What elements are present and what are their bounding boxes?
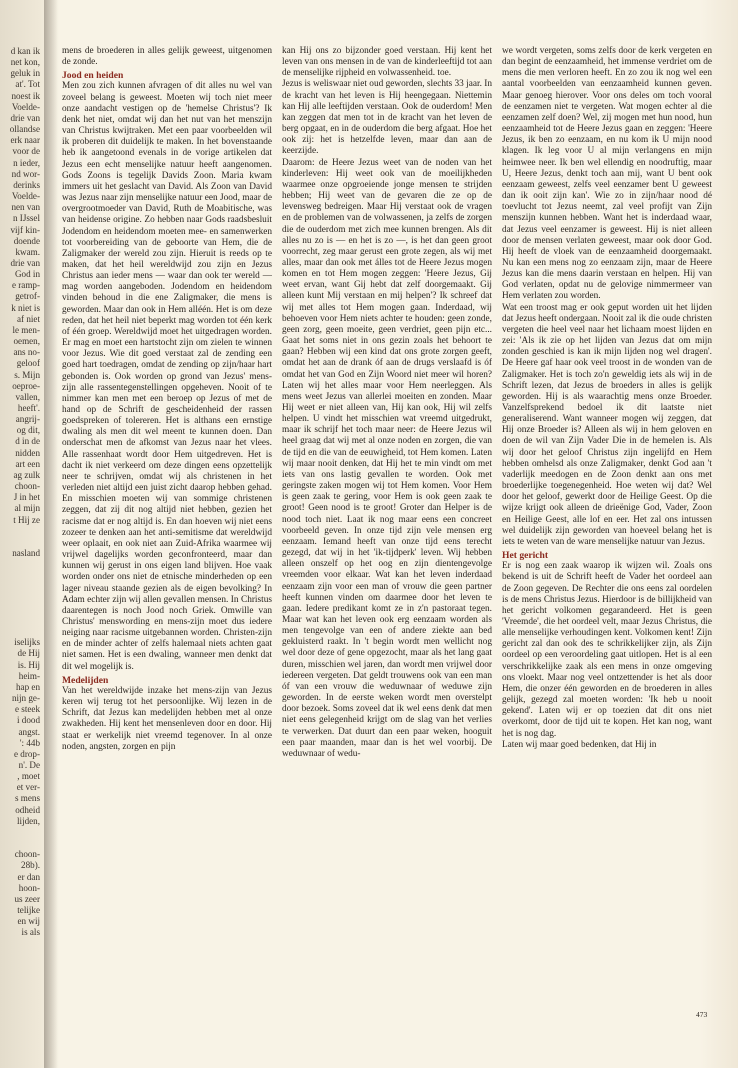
margin-fragment-line: nasland: [12, 548, 40, 559]
margin-fragment-line: us zeer: [14, 893, 40, 904]
paragraph: kan Hij ons zo bijzonder goed verstaan. Hij kent het leven van ons mensen in de van de kinderleeftijd tot aan de menselijke rijpheid en volwassenheid. toe.: [282, 46, 492, 79]
paragraph: Jezus is weliswaar niet oud geworden, slechts 33 jaar. In de kracht van het leven is Hij heengegaan. Niettemin kan Hij alle leeftijden verstaan. Ook de ouderdom! Men kan zeggen dat men tot in de kracht van het leven de berg opgaat, en in de ouderdom die berg afgaat. Hoe het ook zij: het is hetzelfde leven, maar dan aan de keerzijde.: [282, 79, 492, 157]
margin-fragment-line: e drop-: [13, 748, 40, 759]
margin-fragment-line: ans no-: [13, 347, 40, 358]
margin-fragment-line: hoon-: [18, 882, 40, 893]
margin-fragment-line: ag zulk: [13, 469, 40, 480]
margin-fragment-line: e ramp-: [11, 280, 40, 291]
margin-fragment-line: oeproe-: [12, 380, 40, 391]
margin-fragment-line: vijf kin-: [10, 224, 40, 235]
section-heading: Het gericht: [502, 550, 549, 562]
margin-fragment-line: art een: [15, 458, 40, 469]
margin-fragment-line: nidden: [15, 447, 40, 458]
margin-fragment-line: n IJssel: [12, 213, 40, 224]
margin-fragment-line: is als: [21, 927, 40, 938]
text-column-2: [282, 46, 492, 1031]
margin-fragment-line: k niet is: [11, 302, 40, 313]
margin-fragment-line: t Hij ze: [13, 514, 40, 525]
margin-fragment-line: heim-: [18, 670, 40, 681]
margin-fragment-line: nen van: [11, 202, 40, 213]
margin-fragment-line: al mijn: [14, 503, 40, 514]
margin-fragment-line: J in het: [13, 492, 40, 503]
margin-fragment-line: angrij-: [15, 414, 40, 425]
margin-fragment-line: [2, 626, 40, 637]
margin-fragment-line: [2, 537, 40, 548]
margin-fragment-line: lijden,: [17, 815, 40, 826]
paragraph: Daarom: de Heere Jezus weet van de noden van het kinderleven: Hij weet ook van de moeilijkheden waarmee onze opgroeiende jonge mensen te strijden hebben; Hij weet van de gevaren die ze op de levensweg bedreigen. Maar Hij verstaat ook de vragen en de problemen van de volwassenen, ja zelfs de zorgen die de ouderdom met zich mee kunnen brengen. Als dit alles nu zo is — en het is zo —, is het dan geen groot voorrecht, zeg maar gerust een grote zegen, als wij met alles, maar dan ook met álles tot de Heere Jezus mogen komen en tot Hem mogen zeggen: 'Heere Jezus, Gij weet ervan, want Gij hebt dat zelf doorgemaakt. Gij alleen kunt Mij verstaan en mij helpen'? Ik schreef dat wij met alles tot Hem mogen gaan. Inderdaad, wij behoeven voor Hem niets achter te houden: geen zonde, geen zorg, geen moeite, geen verdriet, geen pijn etc... Gaat het soms niet in ons gezin zoals het behoort te gaan? Hebben wij een kind dat ons grote zorgen geeft, omdat het aan de drank óf aan de drugs verslaafd is óf omdat het van God en Zijn Woord niet meer wil horen? Laten wij het alles maar voor Hem neerleggen. Als mens weet Jezus van allerlei moeiten en zonden. Maar Hij weet er niet alleen van, Hij kan ook, Hij wil zelfs helpen. U vindt het misschien wat vreemd uitgedrukt, maar ik schrijf het toch maar neer: de Heere Jezus wil heel graag dat wij met al onze noden en zorgen, die van de tijd en die van de eeuwigheid, tot Hem komen. Laten wij maar nooit denken, dat Hij het te min vindt om met iets van ons lastig gevallen te worden. Ook met geringste zaken mogen wij tot Hem komen. Voor Hem is geen zaak te gering, voor Hem is ook geen zaak te groot! Geen nood is te groot! Groter dan Helper is de nood toch niet. Laat ik nog maar eens een concreet voorbeeld geven. In onze tijd zijn vele mensen erg eenzaam. Iemand heeft van onze tijd eens terecht gezegd, dat wij in het 'ik-tijdperk' leven. Wij hebben alleen onszelf op het oog en zijn dientengevolge vreemden voor elkaar. Wat kan het leven inderdaad eenzaam zijn voor een man of vrouw die geen partner heeft kunnen vinden om daarmee door het leven te gaan. Iedere predikant komt ze in z'n pastoraat tegen. Maar wat kan het leven ook erg eenzaam worden als men tengevolge van een of andere ziekte aan bed gekluisterd raakt. In 't begin wordt men wellicht nog wel door deze of gene opgezocht, maar als het lang gaat duren, misschien wel jaren, dan wordt men vrijwel door iedereen vergeten. Dat geldt trouwens ook van een man óf van een vrouw die weduwnaar of weduwe zijn geworden. In de eerste weken wordt men overstelpt door bezoek. Soms zoveel dat ik wel eens denk dat men niet eens gelegenheid krijgt om de slag van het verlies te verwerken. Dat duurt dan een paar weken, hooguit een paar maanden, maar dan is het wel voorbij. De weduwnaar of wedu-: [282, 157, 492, 759]
paragraph: Er is nog een zaak waarop ik wijzen wil. Zoals ons bekend is uit de Schrift heeft de Vader het oordeel aan de Zoon gegeven. De Rechter die ons eens zal oordelen is de mens Christus Jezus. Hierdoor is de billijkheid van het gericht volkomen gegarandeerd. Het is geen 'Vreemde', die het oordeel velt, maar Jezus Christus, die alle menselijke verhoudingen kent. Volkomen kent! Zijn gericht zal dan ook des te schrikkelijker zijn, als Zijn oordeel op een veroordeling gaat uitlopen. Het is al een verschrikkelijke zaak als een mens in onze omgeving ons vloekt. Maar nog veel ontzettender is het als door Hem, die onzer één geworden en de broederen in alles gelijk, gezegd zal moeten worden: 'Ik heb u nooit gekend'. Laten wij er op toezien dat dit ons niet overkomt, door de tijd uit te kopen. Het kan nog, want het is nog dag.: [502, 561, 712, 739]
margin-fragment-line: [2, 827, 40, 838]
margin-fragment-line: [2, 593, 40, 604]
margin-fragment-line: s mens: [14, 793, 40, 804]
margin-fragment-line: , moet: [17, 771, 40, 782]
margin-fragment-line: at'. Tot: [15, 79, 40, 90]
margin-fragment-line: erk naar: [10, 135, 40, 146]
margin-fragment-line: n ieder,: [13, 157, 40, 168]
paragraph: Laten wij maar goed bedenken, dat Hij in: [502, 739, 657, 750]
margin-fragment-line: [2, 838, 40, 849]
margin-fragment-line: nijn ge-: [11, 693, 40, 704]
margin-fragment-line: noest ik: [11, 90, 40, 101]
page-number: 473: [696, 1010, 708, 1019]
paragraph: Van het wereldwijde inzake het mens-zijn van Jezus keren wij terug tot het persoonlijke. Wij lezen in de Schrift, dat Jezus kan medelijden hebben met al onze zwakheden. Hij kent het mensenleven door en door. Hij staat er werkelijk niet vreemd tegenover. In al onze noden, angsten, zorgen en pijn: [62, 685, 272, 752]
margin-fragment-line: [2, 582, 40, 593]
margin-fragment-line: doende: [13, 235, 40, 246]
margin-fragment-line: geloof: [16, 358, 40, 369]
margin-fragment-line: getrof-: [15, 291, 40, 302]
margin-fragment-line: ': 44b: [19, 737, 40, 748]
margin-fragment-line: et ver-: [16, 782, 40, 793]
margin-fragment-line: [2, 604, 40, 615]
margin-fragment-line: kwam.: [15, 246, 40, 257]
margin-fragment-line: d kan ik: [10, 46, 40, 56]
margin-fragment-line: Voelde-: [11, 101, 40, 112]
paragraph: Wat een troost mag er ook geput worden uit het lijden dat Jezus heeft ondergaan. Nooit zal ik die oude christen vergeten die heel veel naar het lichaam moest lijden en zei: 'Als ik zie op het lijden van Jezus dat om mijn zonden geschied is kan ik mijn lijden nog wel dragen'. De Heere gaf haar ook veel troost in de wonden van de Zaligmaker. Het is toch zo'n geweldig iets als wij in de Schrift lezen, dat Jezus de broeders in alles is gelijk geworden. Hij is als waarachtig mens onze Broeder. Vanzelfsprekend bedoel ik dit laatste niet generaliserend. Want wanneer mogen wij zeggen, dat Hij onze Broeder is? Alleen als wij in hem geloven en doen de wil van Zijn Vader Die in de hemelen is. Als wij door het geloof Christus zijn ingelijfd en Hem hebben omhelsd als onze Zaligmaker, denkt God aan 't vaderlijk meedogen en de Zoon denkt aan ons met broederlijke toegenegenheid. Hoe weten wij dat? Wel door het geloof, gewerkt door de Heilige Geest. Op die wijze krijgt ook alleen de drieënige God, Vader, Zoon en Heilige Geest, alle lof en eer. Het zal ons intussen wel duidelijk zijn geworden van hoeveel belang het is iets te weten van de ware menselijke natuur van Jezus.: [502, 302, 712, 547]
previous-page-margin-fragments: [2, 46, 40, 939]
margin-fragment-line: [2, 570, 40, 581]
margin-fragment-line: ollandse: [9, 124, 40, 135]
margin-fragment-line: og dit,: [16, 425, 40, 436]
margin-fragment-line: n'. De: [18, 760, 40, 770]
margin-fragment-line: er dan: [17, 871, 40, 882]
margin-fragment-line: i dood: [17, 715, 40, 726]
margin-fragment-line: voor de: [12, 146, 40, 157]
margin-fragment-line: odheid: [15, 804, 40, 815]
margin-fragment-line: en wij: [17, 916, 40, 927]
section-heading: Medelijden: [62, 674, 109, 686]
margin-fragment-line: [2, 526, 40, 537]
margin-fragment-line: le men-: [12, 324, 40, 335]
margin-fragment-line: [2, 559, 40, 570]
margin-fragment-line: de Hij: [17, 648, 40, 659]
margin-fragment-line: e steek: [15, 704, 40, 715]
margin-fragment-line: heeft'.: [17, 403, 40, 413]
margin-fragment-line: [2, 615, 40, 626]
paragraph: mens de broederen in alles gelijk geweest, uitgenomen de zonde.: [62, 46, 272, 68]
paragraph: Men zou zich kunnen afvragen of dit alles nu wel van zoveel belang is geweest. Moeten wij toch niet meer onze aandacht vestigen op de 'hemelse Christus'? Ik denk het niet, omdat wij dan het nut van het menszijn van Christus kwijtraken. Met een paar voorbeelden wil ik proberen dit duidelijk te maken. In het bovenstaande heb ik aangetoond evenals in de vorige artikelen dat Jezus een echt menselijke natuur heeft aangenomen. Gods Zoons is tegelijk Davids Zoon. Maria kwam immers uit het geslacht van David. Als Zoon van David was Jezus naar zijn menselijke natuur een Jood, maar de overgrootmoeder van David, Ruth de Moabitische, was van heidense origine. Zo hebben naar Gods raadsbesluit Jodendom en heidendom moeten mee- en samenwerken tot voorbereiding van de geboorte van Hem, die de Zaligmaker der wereld zou zijn. Hieruit is reeds op te maken, dat het heil wereldwijd zou zijn en Jezus Christus aan ieder mens — waar dan ook ter wereld — mag worden aangeboden. Jodendom en heidendom vinden behoud in die ene Zaligmaker, die mens is geworden. Maar dan ook in Hem alléén. Het is om deze reden, dat het heil niet beperkt mag worden tot één kerk of één groep. Wereldwijd moet het uitgedragen worden. Er mag en moet een hartstocht zijn om zielen te winnen voor Jezus. Wie dit goed verstaat zal de zending een goed hart toedragen, omdat de zending op zijn/haar hart gebonden is. Ook worden op grond van Jezus' mens-zijn alle rassentegenstellingen opgeheven. Nooit of te nimmer kan men met een beroep op Jezus of met de hand op de Schrift de gescheidenheid der rassen goedspreken of tolereren. Het is althans een ernstige dwaling als men dit wel meent te kunnen doen. Dan onderschat men de afkomst van Jezus naar het vlees. Alle rassenhaat wordt door Hem uitgedreven. Het is dacht ik niet verkeerd om deze dingen eens opzettelijk neer te schrijven, omdat wij als christenen in het verleden niet altijd een juist zicht daarop hebben gehad. En misschien moeten wij van sommige christenen zeggen, dat zij dit nog altijd niet hebben, gezien het racisme dat er nog altijd is. En dan hoeven wij niet eens zozeer te denken aan het anti-semitisme dat wereldwijd weer oplaait, en ook niet aan Zuid-Afrika waarmee wij vrijwel dagelijks worden geconfronteerd, maar dan kunnen wij gerust in ons eigen land blijven. Hoe vaak worden onder ons niet de etnische minderheden op een lager niveau staande gezien als de eigen bevolking? In Adam echter zijn wij allen gevallen mensen. In Christus daarentegen is noch Jood noch Griek. Omwille van Christus' menswording en mens-zijn moet dus iedere neiging naar racisme uitgebannen worden. Christen-zijn en de minder achter of zelfs halemaal niets achten gaat niet samen. Het is een dwaling, wanneer men denkt dat dit wel mogelijk is.: [62, 81, 272, 672]
margin-fragment-line: angst.: [18, 726, 40, 737]
margin-fragment-line: vallen,: [15, 391, 40, 402]
margin-fragment-line: geluk in: [10, 68, 40, 79]
margin-fragment-line: telijke: [17, 905, 40, 916]
margin-fragment-line: s. Mijn: [14, 369, 40, 380]
margin-fragment-line: 28b).: [21, 860, 40, 871]
text-column-1: [62, 46, 272, 1031]
margin-fragment-line: drie van: [10, 112, 40, 123]
margin-fragment-line: drie van: [10, 257, 40, 268]
margin-fragment-line: God in: [14, 269, 40, 280]
margin-fragment-line: choon-: [14, 849, 40, 860]
section-heading: Jood en heiden: [62, 70, 124, 82]
margin-fragment-line: choon-: [14, 481, 40, 492]
margin-fragment-line: oemen,: [13, 336, 40, 347]
margin-fragment-line: Voelde-: [11, 191, 40, 202]
margin-fragment-line: hap en: [16, 681, 40, 692]
margin-fragment-line: net kon,: [10, 57, 40, 68]
margin-fragment-line: derinks: [13, 179, 40, 190]
text-column-3: [502, 46, 712, 1006]
margin-fragment-line: iselijks: [14, 637, 40, 648]
margin-fragment-line: af niet: [17, 313, 40, 324]
margin-fragment-line: nd wor-: [11, 168, 40, 179]
margin-fragment-line: is. Hij: [17, 659, 40, 670]
binding-gutter: [44, 0, 58, 1068]
margin-fragment-line: d in de: [15, 436, 40, 447]
paragraph: we wordt vergeten, soms zelfs door de kerk vergeten en dan begint de eenzaamheid, het immense verdriet om de mens die men verloren heeft. En zo zou ik nog wel een aantal voorbeelden van eenzaamheid kunnen geven. Maar genoeg hierover. Voor ons deles om toch vooral de eenzamen niet te vergeten. Wat mogen echter al die eenzamen zelf doen? Wel, zij mogen met hun nood, hun eenzaamheid tot de Heere Jezus gaan en zeggen: 'Heere Jezus, ik ben zo eenzaam, en nu kom ik U mijn nood klagen. Ik leg voor U al mijn verlangens en mijn heimwee neer. Ik ben wel ellendig en noodruftig, maar U, Heere Jezus, denkt toch aan mij, want U bent ook eenzaam geweest, zelfs veel eenzamer bent U geweest dan ik ooit zijn kan'. Wie zo in zijn/haar nood dé toevlucht tot Jezus neemt, zal veel profijt van Zijn menszijn kunnen hebben. Want het is inderdaad waar, dat Jezus veel eenzamer is geweest. Hij is niet alleen door de mensen verlaten geweest, maar ook door God. Hij heeft de vloek van de eenzaamheid doorgemaakt. Nu kan een mens nog zo eenzaam zijn, maar de Heere Jezus kan die mens daarin verstaan en helpen. Hij van God verlaten, opdat nu de gelovige nimmermeer van Hem verlaten zou worden.: [502, 46, 712, 302]
